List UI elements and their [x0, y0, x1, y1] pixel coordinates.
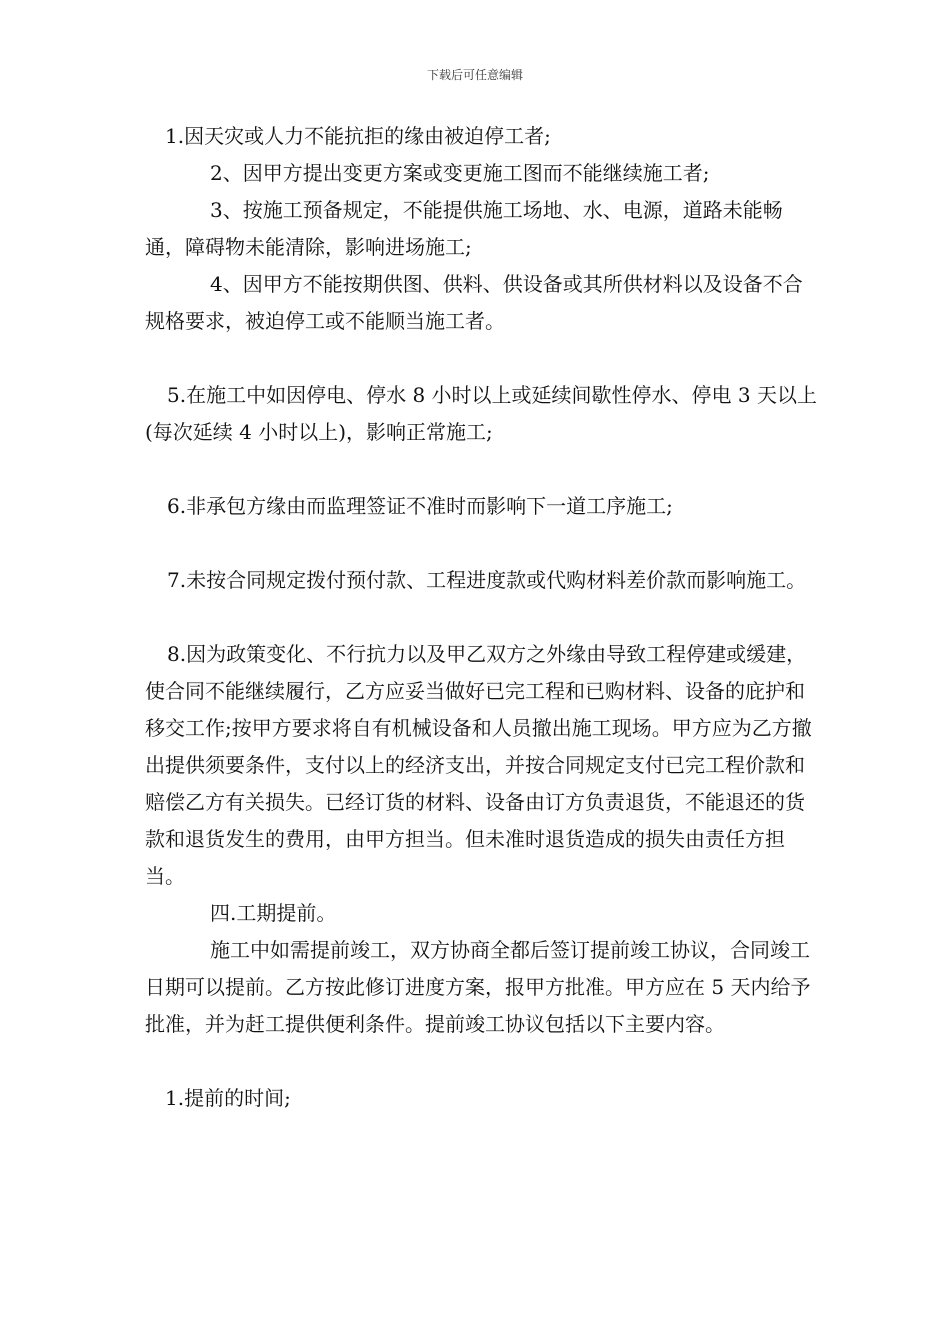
paragraph-item-8: 8.因为政策变化、不行抗力以及甲乙双方之外缘由导致工程停建或缓建，使合同不能继续履行，乙方应妥当做好已完工程和已购材料、设备的庇护和移交工作;按甲方要求将自有机械设备和人员撤出施工现场。甲方应为乙方撤出提供须要条件，支付以上的经济支出，并按合同规定支付已完工程价款和赔偿乙方有关损失。已经订货的材料、设备由订方负责退货，不能退还的货款和退货发生的费用，由甲方担当。但未准时退货造成的损失由责任方担当。	[145, 642, 812, 888]
paragraph-list-item-1: 1.提前的时间;	[165, 1086, 291, 1110]
paragraph-early-completion: 施工中如需提前竣工，双方协商全都后签订提前竣工协议，合同竣工日期可以提前。乙方按此修订进度方案，报甲方批准。甲方应在 5 天内给予批准，并为赶工提供便利条件。提前竣工协议包括以下主要内容。	[145, 938, 811, 1036]
paragraph-item-5: 5.在施工中如因停电、停水 8 小时以上或延续间歇性停水、停电 3 天以上(每次延续 4 小时以上)，影响正常施工;	[145, 383, 817, 444]
spacer	[145, 1043, 817, 1080]
document-body	[145, 118, 817, 1117]
spacer	[145, 525, 817, 562]
paragraph-item-7: 7.未按合同规定拨付预付款、工程进度款或代购材料差价款而影响施工。	[167, 568, 807, 592]
paragraph-item-1: 1.因天灾或人力不能抗拒的缘由被迫停工者;	[165, 124, 551, 148]
section-heading: 四.工期提前。	[210, 901, 337, 925]
spacer	[145, 451, 817, 488]
spacer	[145, 599, 817, 636]
paragraph-item-3: 3、按施工预备规定，不能提供施工场地、水、电源，道路未能畅通，障碍物未能清除，影响进场施工;	[145, 198, 783, 259]
page-header: 下载后可任意编辑	[426, 68, 523, 82]
paragraph-item-4: 4、因甲方不能按期供图、供料、供设备或其所供材料以及设备不合规格要求，被迫停工或不能顺当施工者。	[145, 272, 803, 333]
paragraph-item-6: 6.非承包方缘由而监理签证不准时而影响下一道工序施工;	[167, 494, 673, 518]
spacer	[145, 340, 817, 377]
paragraph-item-2: 2、因甲方提出变更方案或变更施工图而不能继续施工者;	[210, 161, 710, 185]
